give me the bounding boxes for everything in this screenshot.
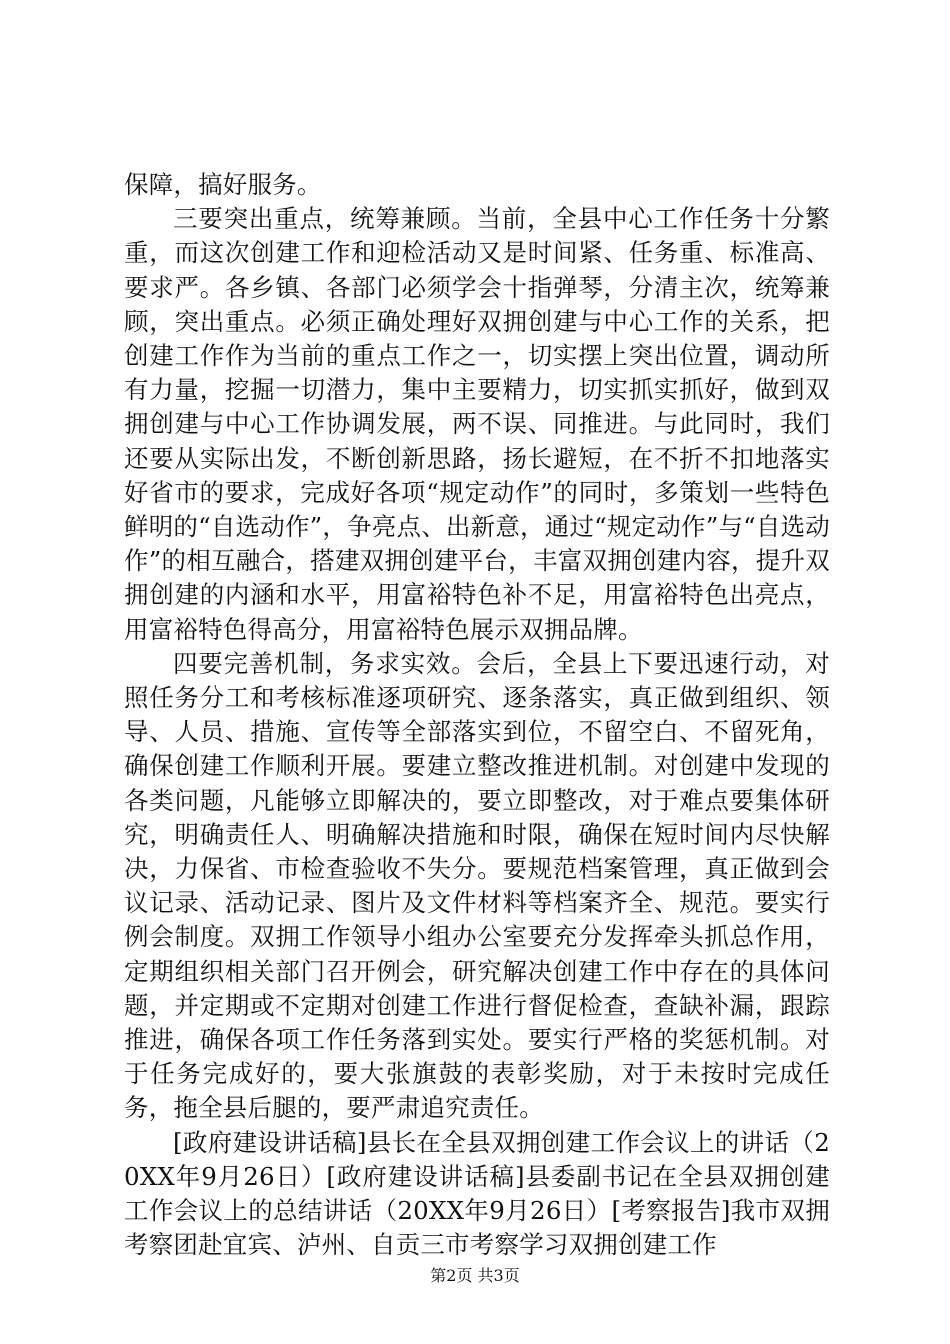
page-number: 第2页 共3页 bbox=[430, 1266, 520, 1285]
paragraph-related-links: [政府建设讲话稿]县长在全县双拥创建工作会议上的讲话（20XX年9月26日）[政府建设讲话稿]县委副书记在全县双拥创建工作会议上的总结讲话（20XX年9月26日）[考察报告]我市双拥考察团赴宜宾、泸州、自贡三市考察学习双拥创建工作 bbox=[124, 1127, 830, 1260]
document-body bbox=[124, 168, 830, 1263]
page-footer bbox=[0, 1266, 950, 1286]
paragraph-point-four: 四要完善机制，务求实效。会后，全县上下要迅速行动，对照任务分工和考核标准逐项研究、逐条落实，真正做到组织、领导、人员、措施、宣传等全部落实到位，不留空白、不留死角，确保创建工作顺利开展。要建立整改推进机制。对创建中发现的各类问题，凡能够立即解决的，要立即整改，对于难点要集体研究，明确责任人、明确解决措施和时限，确保在短时间内尽快解决，力保省、市检查验收不失分。要规范档案管理，真正做到会议记录、活动记录、图片及文件材料等档案齐全、规范。要实行例会制度。双拥工作领导小组办公室要充分发挥牵头抓总作用，定期组织相关部门召开例会，研究解决创建工作中存在的具体问题，并定期或不定期对创建工作进行督促检查，查缺补漏，跟踪推进，确保各项工作任务落到实处。要实行严格的奖惩机制。对于任务完成好的，要大张旗鼓的表彰奖励，对于未按时完成任务，拖全县后腿的，要严肃追究责任。 bbox=[124, 648, 830, 1123]
paragraph-point-three: 三要突出重点，统筹兼顾。当前，全县中心工作任务十分繁重，而这次创建工作和迎检活动又是时间紧、任务重、标准高、要求严。各乡镇、各部门必须学会十指弹琴，分清主次，统筹兼顾，突出重点。必须正确处理好双拥创建与中心工作的关系，把创建工作作为当前的重点工作之一，切实摆上突出位置，调动所有力量，挖掘一切潜力，集中主要精力，切实抓实抓好，做到双拥创建与中心工作协调发展，两不误、同推进。与此同时，我们还要从实际出发，不断创新思路，扬长避短，在不折不扣地落实好省市的要求，完成好各项“规定动作”的同时，多策划一些特色鲜明的“自选动作”，争亮点、出新意，通过“规定动作”与“自选动作”的相互融合，搭建双拥创建平台，丰富双拥创建内容，提升双拥创建的内涵和水平，用富裕特色补不足，用富裕特色出亮点，用富裕特色得高分，用富裕特色展示双拥品牌。 bbox=[124, 204, 830, 644]
paragraph-continuation: 保障，搞好服务。 bbox=[124, 170, 322, 199]
